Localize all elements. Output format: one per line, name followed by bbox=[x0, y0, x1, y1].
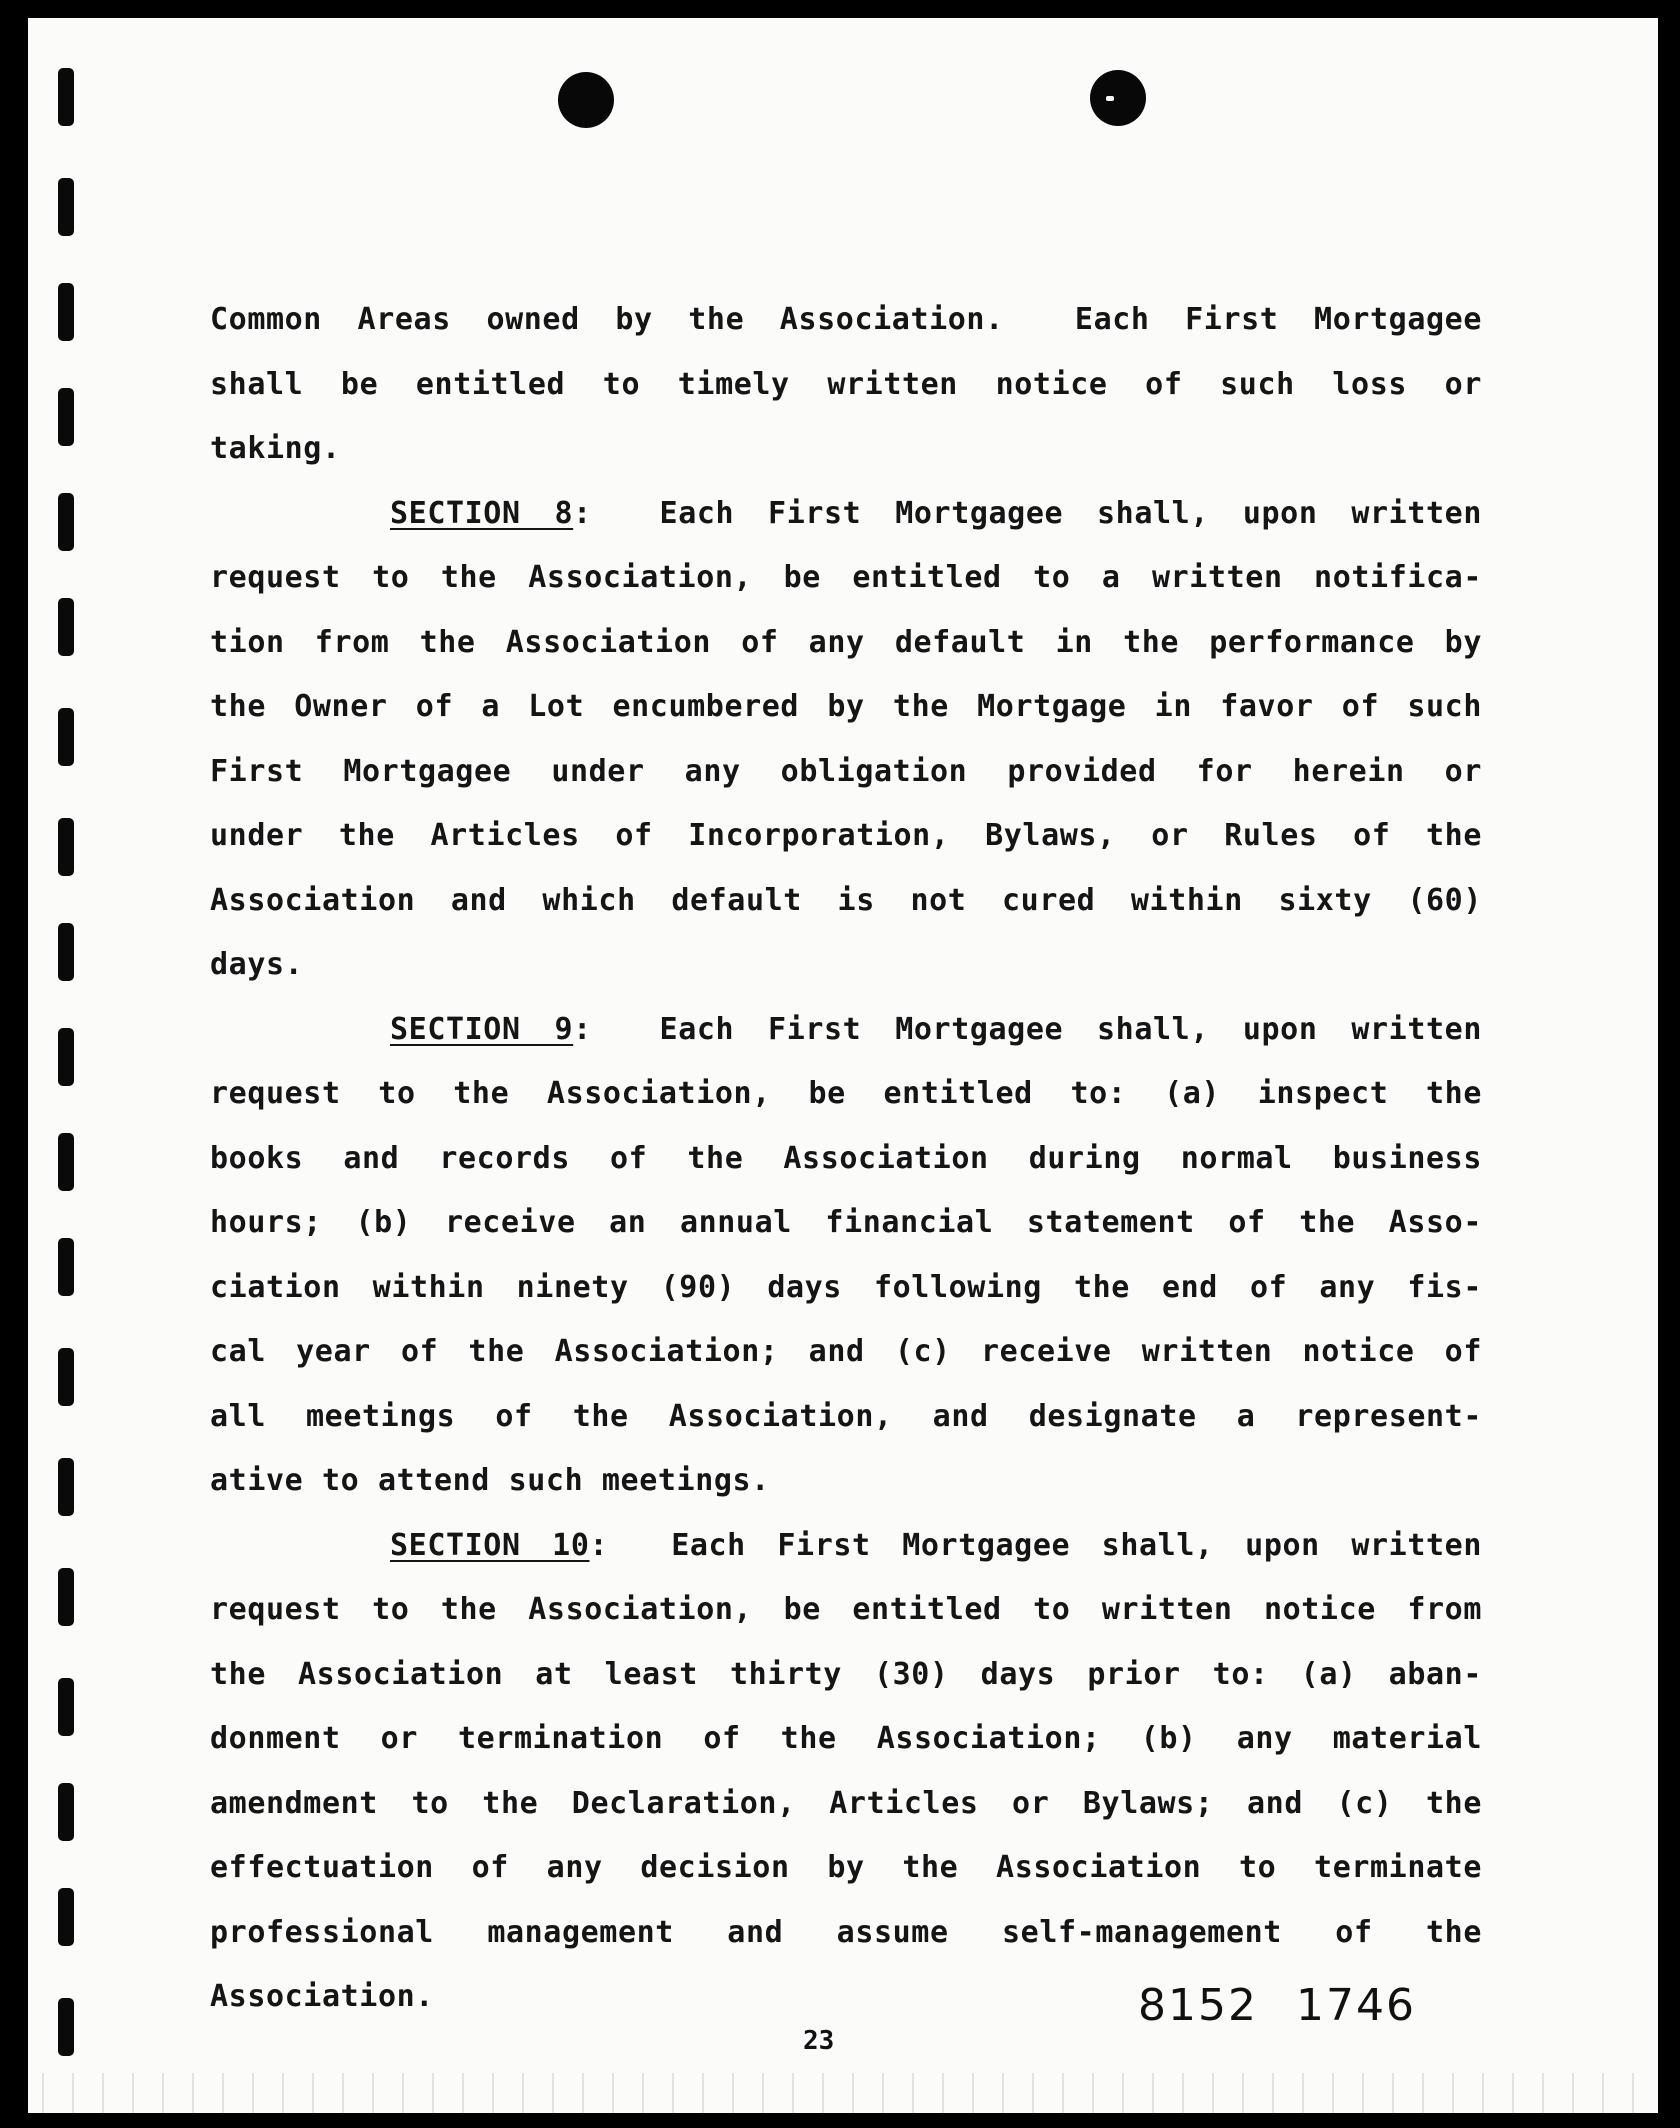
text-line bbox=[210, 1901, 1482, 1966]
line-text: request to the Association, be entitled to a written notifica- bbox=[210, 560, 1482, 595]
line-text: the Owner of a Lot encumbered by the Mortgage in favor of such bbox=[210, 689, 1482, 724]
document-page bbox=[28, 18, 1658, 2113]
text-line bbox=[210, 740, 1482, 805]
line-text: tion from the Association of any default in the performance by bbox=[210, 624, 1482, 660]
text-line bbox=[210, 1191, 1482, 1256]
line-text: : Each First Mortgagee shall, upon written bbox=[589, 1527, 1482, 1563]
line-text: request to the Association, be entitled to: (a) inspect the bbox=[210, 1076, 1482, 1111]
text-line bbox=[210, 804, 1482, 869]
text-line bbox=[210, 869, 1482, 934]
text-line bbox=[210, 1320, 1482, 1385]
line-text: Common Areas owned by the Association. Each First Mortgagee bbox=[210, 302, 1482, 337]
text-line bbox=[210, 546, 1482, 611]
text-line bbox=[210, 1707, 1482, 1772]
text-line bbox=[210, 933, 1482, 998]
binder-hole-mark bbox=[58, 1133, 74, 1191]
line-text: donment or termination of the Association; (b) any material bbox=[210, 1721, 1482, 1756]
binder-hole-mark bbox=[58, 493, 74, 551]
line-text: days. bbox=[210, 947, 304, 982]
text-line bbox=[210, 1127, 1482, 1192]
document-body bbox=[210, 288, 1482, 2030]
section-heading: SECTION 10 bbox=[390, 1527, 590, 1563]
line-text: taking. bbox=[210, 431, 341, 466]
section-heading-line bbox=[210, 998, 1482, 1063]
binder-hole-mark bbox=[58, 708, 74, 766]
text-line bbox=[210, 1062, 1482, 1127]
binder-hole-mark bbox=[58, 1028, 74, 1086]
binder-hole-mark bbox=[58, 818, 74, 876]
section-heading-line bbox=[210, 1514, 1482, 1579]
binder-hole-mark bbox=[58, 1888, 74, 1946]
binder-hole-mark bbox=[58, 68, 74, 126]
binder-hole-mark bbox=[58, 1238, 74, 1296]
text-line bbox=[210, 1836, 1482, 1901]
binder-hole-mark bbox=[58, 923, 74, 981]
line-text: under the Articles of Incorporation, Bylaws, or Rules of the bbox=[210, 818, 1482, 853]
binder-hole-mark bbox=[58, 1998, 74, 2056]
binder-hole-mark bbox=[58, 1348, 74, 1406]
binder-hole-mark bbox=[58, 1678, 74, 1736]
binder-hole-mark bbox=[58, 598, 74, 656]
binder-margin bbox=[58, 68, 78, 2113]
line-text: all meetings of the Association, and designate a represent- bbox=[210, 1398, 1482, 1434]
line-text: amendment to the Declaration, Articles or Bylaws; and (c) the bbox=[210, 1785, 1482, 1821]
line-text: ciation within ninety (90) days following the end of any fis- bbox=[210, 1269, 1482, 1305]
binder-hole-mark bbox=[58, 1458, 74, 1516]
line-text: Association. bbox=[210, 1979, 434, 2014]
section-heading: SECTION 8 bbox=[390, 495, 574, 531]
text-line bbox=[210, 1449, 1482, 1514]
line-text: : Each First Mortgagee shall, upon written bbox=[573, 1011, 1482, 1047]
page-edge-noise bbox=[28, 2073, 1658, 2113]
binder-hole-mark bbox=[58, 388, 74, 446]
line-text: effectuation of any decision by the Association to terminate bbox=[210, 1850, 1482, 1885]
line-text: the Association at least thirty (30) days prior to: (a) aban- bbox=[210, 1656, 1482, 1692]
line-text: request to the Association, be entitled to written notice from bbox=[210, 1592, 1482, 1627]
section-heading-line bbox=[210, 482, 1482, 547]
line-text: cal year of the Association; and (c) receive written notice of bbox=[210, 1334, 1482, 1369]
binder-hole-mark bbox=[58, 1568, 74, 1626]
text-line bbox=[210, 611, 1482, 676]
text-line bbox=[210, 1643, 1482, 1708]
binder-hole-mark bbox=[58, 1783, 74, 1841]
line-text: books and records of the Association during normal business bbox=[210, 1140, 1482, 1176]
text-line bbox=[210, 288, 1482, 353]
binder-hole-mark bbox=[58, 178, 74, 236]
line-text: shall be entitled to timely written notice of such loss or bbox=[210, 366, 1482, 402]
line-text: ative to attend such meetings. bbox=[210, 1463, 770, 1498]
text-line bbox=[210, 1772, 1482, 1837]
punch-hole-left bbox=[558, 72, 614, 128]
line-text: Association and which default is not cured within sixty (60) bbox=[210, 882, 1482, 918]
section-heading: SECTION 9 bbox=[390, 1011, 574, 1047]
text-line bbox=[210, 675, 1482, 740]
line-text: professional management and assume self-management of the bbox=[210, 1914, 1482, 1950]
text-line bbox=[210, 417, 1482, 482]
text-line bbox=[210, 1385, 1482, 1450]
line-text: First Mortgagee under any obligation provided for herein or bbox=[210, 753, 1482, 789]
text-line bbox=[210, 1578, 1482, 1643]
record-number: 8152 1746 bbox=[1138, 1980, 1416, 2031]
text-line bbox=[210, 353, 1482, 418]
text-line bbox=[210, 1256, 1482, 1321]
page-number: 23 bbox=[803, 2026, 835, 2056]
line-text: hours; (b) receive an annual financial statement of the Asso- bbox=[210, 1205, 1482, 1240]
punch-hole-right bbox=[1090, 70, 1146, 126]
line-text: : Each First Mortgagee shall, upon written bbox=[573, 495, 1482, 531]
binder-hole-mark bbox=[58, 283, 74, 341]
